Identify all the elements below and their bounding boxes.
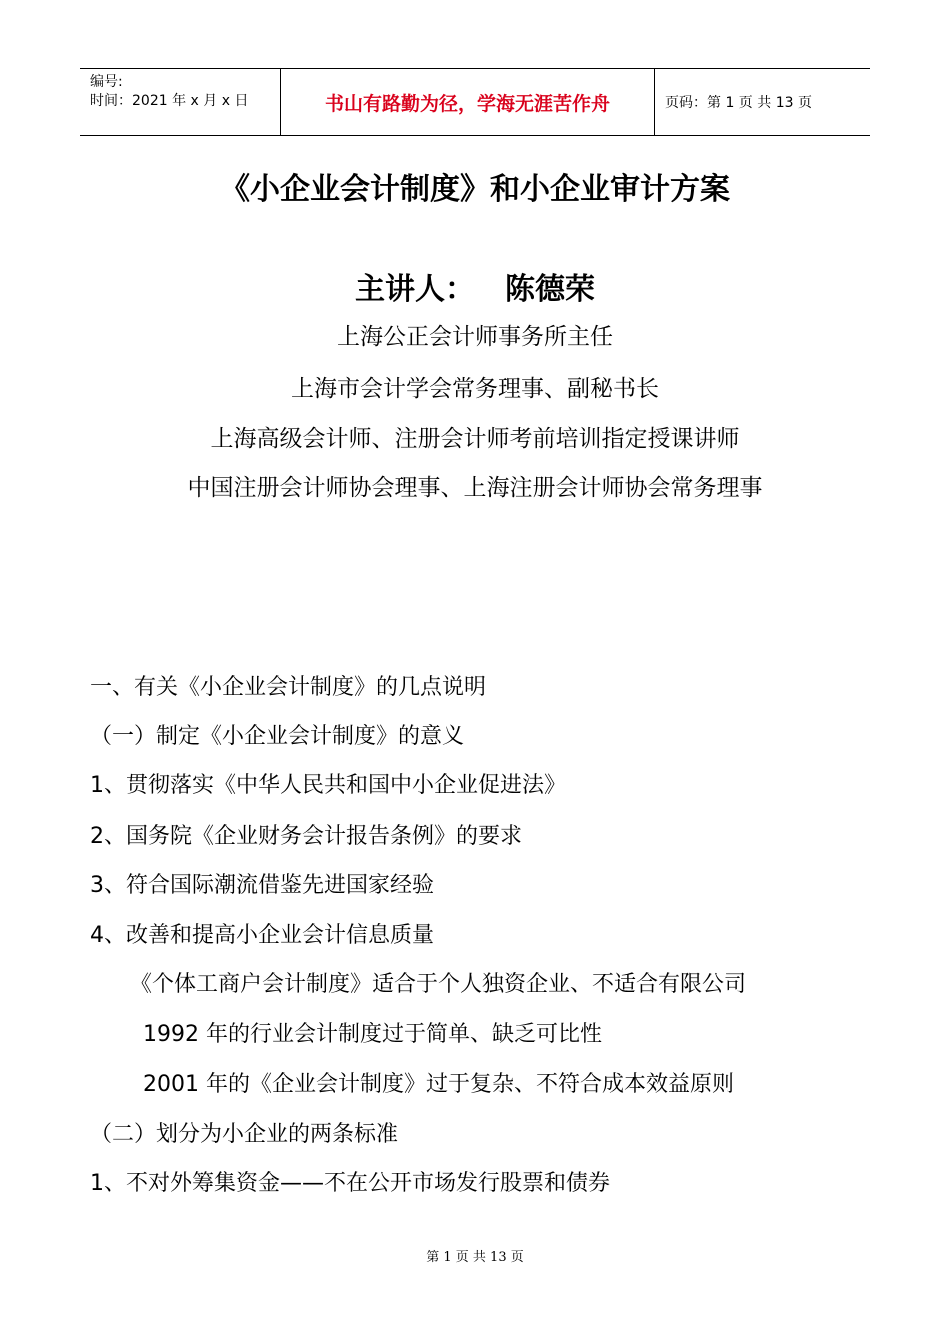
header-motto: 书山有路勤为径，学海无涯苦作舟 (281, 69, 655, 135)
list-item: 3、符合国际潮流借鉴先进国家经验 (90, 873, 434, 898)
document-title: 《小企业会计制度》和小企业审计方案 (220, 172, 730, 207)
speaker-credential: 上海高级会计师、注册会计师考前培训指定授课讲师 (210, 426, 740, 452)
list-item: 1、贯彻落实《中华人民共和国中小企业促进法》 (90, 773, 566, 798)
document-number-label: 编号: (90, 74, 123, 90)
speaker-name: 陈德荣 (505, 272, 595, 307)
list-item: 4、改善和提高小企业会计信息质量 (90, 923, 434, 948)
subsection-heading: （二）划分为小企业的两条标准 (90, 1122, 399, 1147)
speaker-credential: 上海公正会计师事务所主任 (337, 324, 613, 350)
document-time-label: 时间：2021 年 x 月 x 日 (90, 93, 249, 109)
header-info-cell (80, 69, 281, 135)
header-page-number: 页码：第 1 页 共 13 页 (665, 95, 812, 111)
indented-paragraph: 1992 年的行业会计制度过于简单、缺乏可比性 (143, 1022, 602, 1047)
speaker-credential: 中国注册会计师协会理事、上海注册会计师协会常务理事 (187, 475, 763, 501)
page-footer: 第 1 页 共 13 页 (426, 1250, 524, 1265)
speaker-credential: 上海市会计学会常务理事、副秘书长 (291, 376, 659, 402)
subsection-heading: （一）制定《小企业会计制度》的意义 (90, 724, 465, 749)
section-heading: 一、有关《小企业会计制度》的几点说明 (90, 675, 487, 700)
page-header (80, 68, 870, 136)
indented-paragraph: 2001 年的《企业会计制度》过于复杂、不符合成本效益原则 (143, 1072, 734, 1097)
speaker-line (0, 264, 950, 308)
list-item: 1、不对外筹集资金——不在公开市场发行股票和债券 (90, 1171, 610, 1196)
list-item: 2、国务院《企业财务会计报告条例》的要求 (90, 824, 522, 849)
indented-paragraph: 《个体工商户会计制度》适合于个人独资企业、不适合有限公司 (130, 972, 747, 997)
speaker-label: 主讲人： (355, 272, 475, 307)
